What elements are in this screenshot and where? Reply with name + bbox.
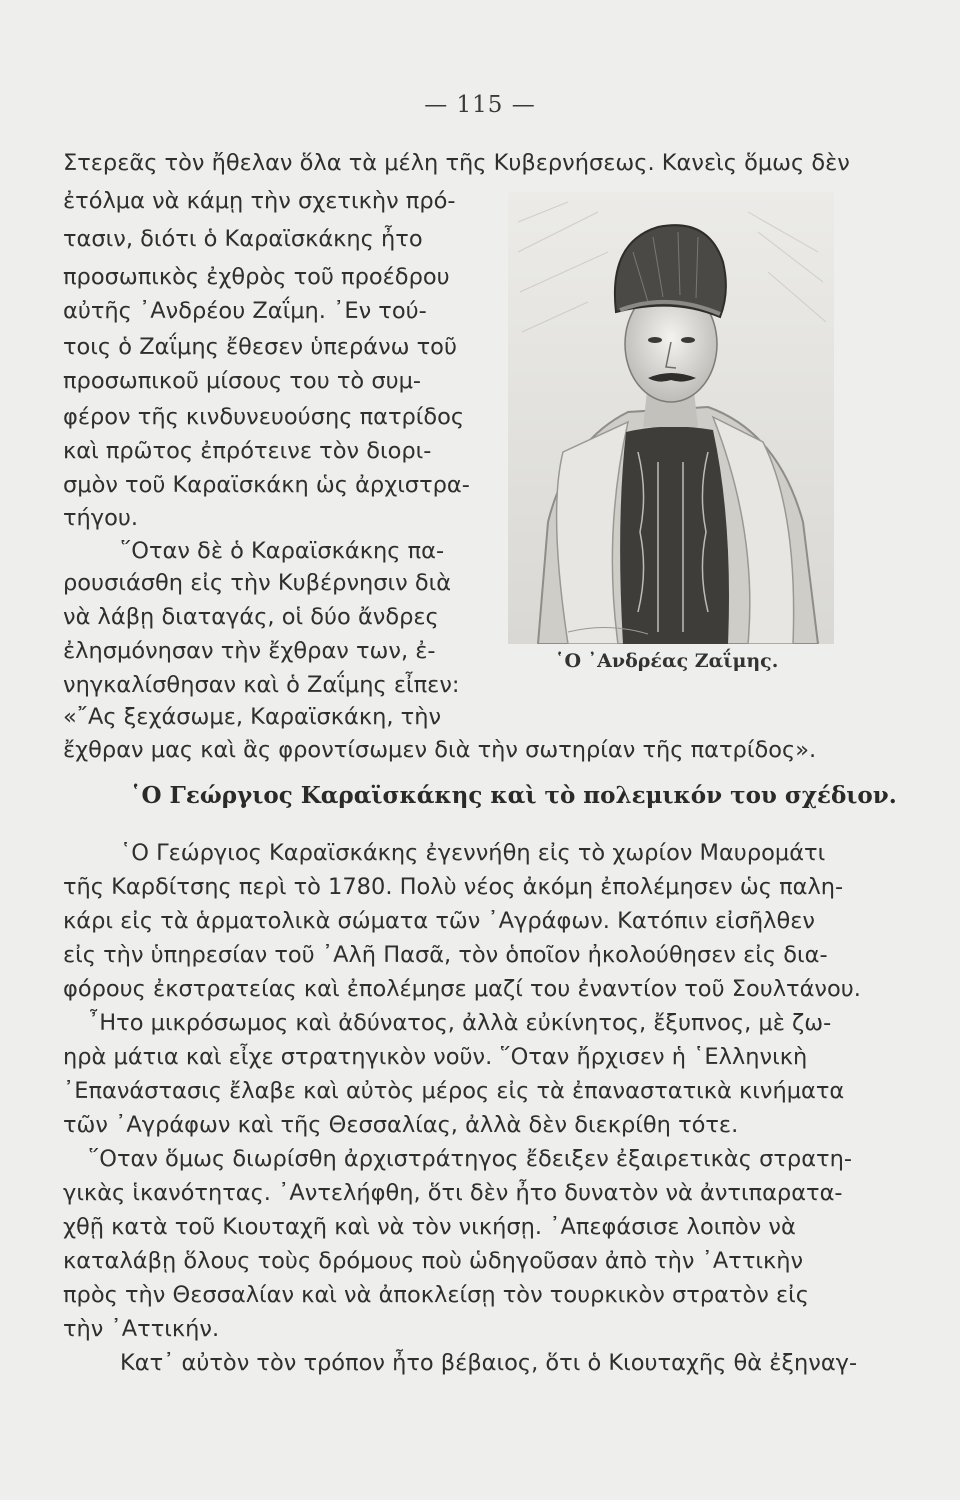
text-line: ἐτόλμα νὰ κάμῃ τὴν σχετικὴν πρό- — [63, 188, 456, 214]
section-line: κάρι εἰς τὰ ἁρματολικὰ σώματα τῶν ᾿Αγράφων. Κατόπιν εἰσῆλθεν — [63, 908, 815, 934]
text-line: καὶ πρῶτος ἐπρότεινε τὸν διορι- — [63, 438, 432, 464]
text-line: σμὸν τοῦ Καραϊσκάκη ὡς ἀρχιστρα- — [63, 472, 470, 498]
portrait-engraving-icon — [508, 192, 834, 644]
section-line: τῶν ᾿Αγράφων καὶ τῆς Θεσσαλίας, ἀλλὰ δὲν διεκρίθη τότε. — [63, 1112, 739, 1138]
text-line: αὐτῆς ᾿Ανδρέου Ζαΐμη. ᾿Εν τού- — [63, 298, 427, 324]
text-line: τήγου. — [63, 505, 139, 531]
text-line: νὰ λάβῃ διαταγάς, οἱ δύο ἄνδρες — [63, 604, 439, 630]
section-line: εἰς τὴν ὑπηρεσίαν τοῦ ᾿Αλῆ Πασᾶ, τὸν ὁποῖον ἠκολούθησεν εἰς δια- — [63, 942, 828, 968]
text-line: τασιν, διότι ὁ Καραϊσκάκης ἦτο — [63, 226, 423, 252]
section-line: καταλάβῃ ὅλους τοὺς δρόμους ποὺ ὡδηγοῦσαν ἀπὸ τὴν ᾿Αττικὴν — [63, 1248, 804, 1274]
section-line: γικὰς ἱκανότητας. ᾿Αντελήφθη, ὅτι δὲν ἦτο δυνατὸν νὰ ἀντιπαρατα- — [63, 1180, 843, 1206]
section-line: πρὸς τὴν Θεσσαλίαν καὶ νὰ ἀποκλείσῃ τὸν τουρκικὸν στρατὸν εἰς — [63, 1282, 809, 1308]
page-number: — 115 — — [424, 92, 536, 118]
text-line: ἐλησμόνησαν τὴν ἔχθραν των, ἐ- — [63, 638, 436, 664]
section-line: τὴν ᾿Αττικήν. — [63, 1316, 220, 1342]
text-line: τοις ὁ Ζαΐμης ἔθεσεν ὑπεράνω τοῦ — [63, 334, 457, 360]
section-line: ηρὰ μάτια καὶ εἶχε στρατηγικὸν νοῦν. ῞Οταν ἤρχισεν ἡ ῾Ελληνικὴ — [63, 1044, 808, 1070]
section-line: ῏Ητο μικρόσωμος καὶ ἀδύνατος, ἀλλὰ εὐκίνητος, ἔξυπνος, μὲ ζω- — [88, 1010, 832, 1036]
section-line: ῾Ο Γεώργιος Καραϊσκάκης ἐγεννήθη εἰς τὸ χωρίον Μαυρομάτι — [120, 840, 826, 866]
section-line: Κατ᾿ αὐτὸν τὸν τρόπον ἦτο βέβαιος, ὅτι ὁ Κιουταχῆς θὰ ἐξηναγ- — [120, 1350, 858, 1376]
text-line: νηγκαλίσθησαν καὶ ὁ Ζαΐμης εἶπεν: — [63, 672, 460, 698]
section-heading: ῾Ο Γεώργιος Καραϊσκάκης καὶ τὸ πολεμικόν του σχέδιον. — [130, 782, 897, 809]
text-line-quote-end: ἔχθραν μας καὶ ἂς φροντίσωμεν διὰ τὴν σωτηρίαν τῆς πατρίδος». — [63, 737, 817, 763]
text-line: ῞Οταν δὲ ὁ Καραϊσκάκης πα- — [120, 538, 445, 564]
section-line: ῞Οταν ὅμως διωρίσθη ἀρχιστράτηγος ἔδειξεν ἐξαιρετικὰς στρατη- — [88, 1146, 852, 1172]
text-line: «῎Ας ξεχάσωμε, Καραϊσκάκη, τὴν — [63, 704, 442, 730]
text-line: προσωπικὸς ἐχθρὸς τοῦ προέδρου — [63, 264, 450, 290]
text-line-top: Στερεᾶς τὸν ἤθελαν ὅλα τὰ μέλη τῆς Κυβερνήσεως. Κανεὶς ὅμως δὲν — [63, 150, 850, 176]
text-line: φέρον τῆς κινδυνευούσης πατρίδος — [63, 404, 465, 430]
section-line: ᾿Επανάστασις ἔλαβε καὶ αὐτὸς μέρος εἰς τὰ ἐπαναστατικὰ κινήματα — [63, 1078, 845, 1104]
text-line: ρουσιάσθη εἰς τὴν Κυβέρνησιν διὰ — [63, 570, 452, 596]
section-line: φόρους ἐκστρατείας καὶ ἐπολέμησε μαζί του ἐναντίον τοῦ Σουλτάνου. — [63, 976, 861, 1002]
section-line: τῆς Καρδίτσης περὶ τὸ 1780. Πολὺ νέος ἀκόμη ἐπολέμησεν ὡς παλη- — [63, 874, 844, 900]
portrait-caption: ῾Ο ᾿Ανδρέας Ζαΐμης. — [555, 650, 779, 672]
portrait-image — [508, 192, 834, 644]
section-line: χθῇ κατὰ τοῦ Κιουταχῆ καὶ νὰ τὸν νικήσῃ. ᾿Απεφάσισε λοιπὸν νὰ — [63, 1214, 796, 1240]
text-line: προσωπικοῦ μίσους του τὸ συμ- — [63, 368, 422, 394]
